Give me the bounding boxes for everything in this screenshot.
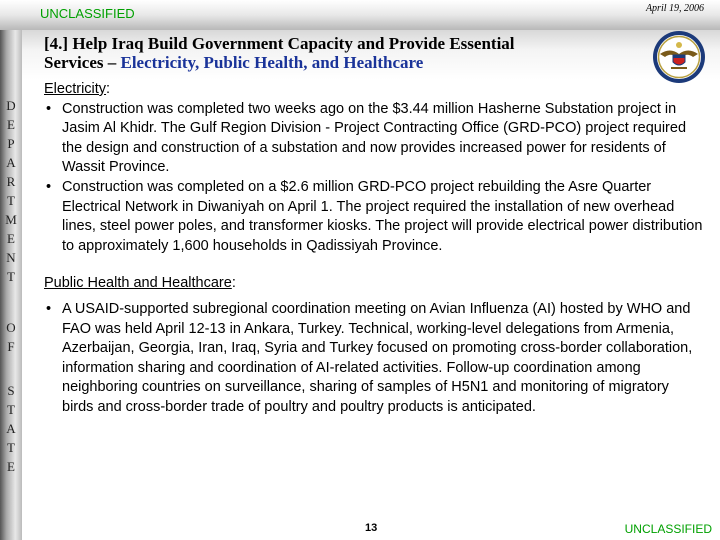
section-public-health [44, 274, 704, 417]
section-heading: Electricity [44, 81, 107, 97]
section-electricity [44, 80, 704, 256]
sidebar-word-of: O F [6, 320, 16, 354]
section-heading-line: Electricity: [44, 81, 111, 97]
section-heading-line: Public Health and Healthcare: [44, 275, 236, 292]
bullet-list [44, 100, 704, 257]
bullet-item: • Construction was completed two weeks ago on the $3.44 million Hasherne Substation project in Jasim Al Khidr. The Gulf Region Division - Project Contracting Office (GRD-PCO) project required the design and construction of a substation and now provides increased power for residents of Wassit Province. [44, 100, 704, 178]
slide-body [44, 80, 704, 418]
bullet-item: • A USAID-supported subregional coordination meeting on Avian Influenza (AI) hosted by WHO and FAO was held April 12-13 in Ankara, Turkey. Technical, working-level delegations from Armenia, Azerbaijan, Georgia, Iran, Iraq, Syria and Turkey focused on promoting cross-border collaboration, information sharing and coordination of AI-related activities. Follow-up coordination among neighboring countries on surveillance, sharing of samples of H5N1 and monitoring of migratory birds and cross-border trade of poultry and poultry products is anticipated. [44, 300, 704, 418]
slide-title [44, 34, 644, 72]
subtitle-topic: Electricity, Public Health, and Healthcare [120, 53, 424, 72]
department-of-state-seal-icon [652, 30, 706, 84]
sidebar-word-state: S T A T E [6, 383, 16, 474]
bullet-item: • Construction was completed on a $2.6 million GRD-PCO project rebuilding the Asre Quarter Electrical Network in Diwaniyah on April 1. The project required the installation of new overhead lines, steel power poles, and transformer kiosks. The project will provide electrical power distribution to approximately 1,600 households in Qadissiyah Province. [44, 178, 704, 256]
section-heading: Public Health and Healthcare [44, 275, 232, 292]
classification-marking-top: UNCLASSIFIED [40, 6, 135, 21]
title-line: [4.] Help Iraq Build Government Capacity and Provide Essential [44, 34, 515, 53]
bullet-list [44, 300, 704, 418]
title-subtitle: Services – Electricity, Public Health, and Healthcare [44, 53, 424, 72]
sidebar-word-department: D E P A R T M E N T [5, 98, 17, 284]
slide-date: April 19, 2006 [645, 3, 704, 14]
page-number: 13 [365, 522, 378, 534]
classification-marking-bottom: UNCLASSIFIED [624, 522, 712, 536]
